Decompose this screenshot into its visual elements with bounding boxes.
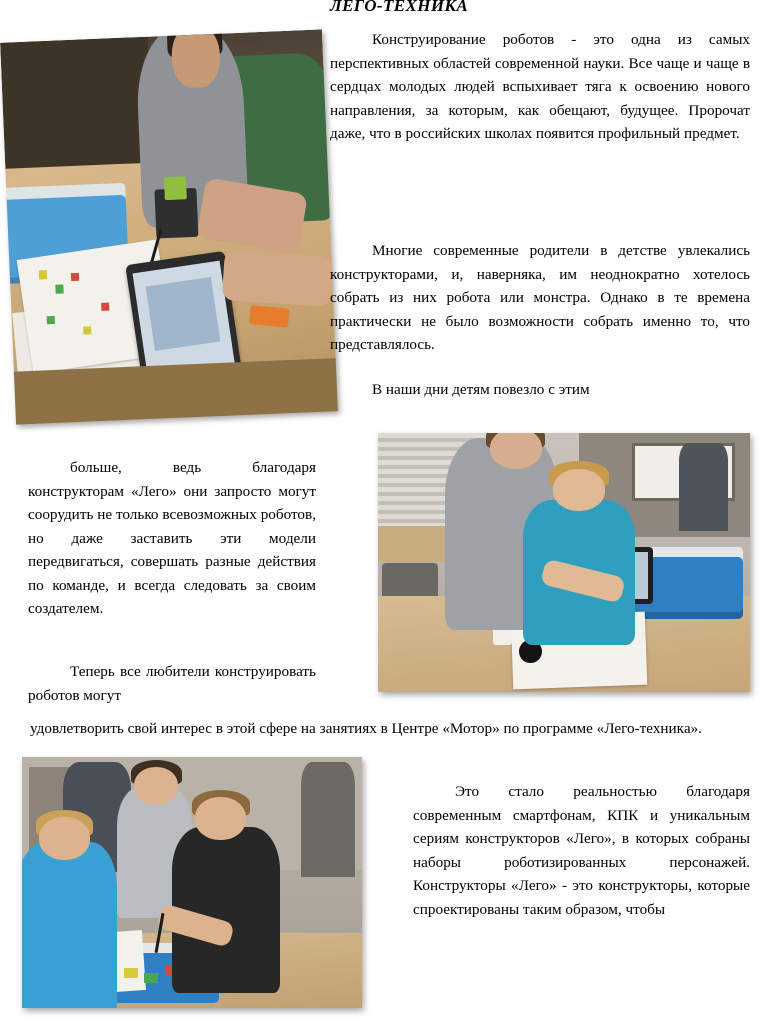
paragraph-1-text: Конструирование роботов - это одна из самых перспективных областей современной науки. Все чаще и чаще в сердцах молодых людей вспыхивает тяга к освоению нового направления, за которым, как обещают, будущее. Пророчат даже, что в российских школах появится профильный предмет.: [330, 31, 750, 143]
paragraph-6-text: удовлетворить свой интерес в этой сфере на занятиях в Центре «Мотор» по программе «Лего-техника».: [30, 720, 702, 737]
paragraph-2-text: Многие современные родители в детстве увлекались конструкторами, и, наверняка, им неоднократно хотелось собрать из них робота или монстра. Однако в те времена практически не было возможности собрать именно то, что представлялось.: [330, 242, 750, 354]
photo-lego-classroom-blue-tray-image: [378, 433, 750, 692]
paragraph-5-text: Теперь все любители конструировать роботов могут: [28, 663, 316, 704]
paragraph-5: [28, 660, 316, 707]
photo-lego-kids-workshop-image: [22, 757, 362, 1008]
illustration-kids-workshop: [22, 757, 362, 1008]
paragraph-6: [30, 717, 750, 741]
photo-lego-kids-workshop: [22, 757, 362, 1008]
photo-lego-classroom-blue-tray: [378, 433, 750, 692]
illustration-robotics-table: [0, 29, 338, 424]
paragraph-2: [330, 239, 750, 357]
paragraph-7: [413, 780, 750, 921]
paragraph-3: [330, 378, 750, 402]
page-title: ЛЕГО-ТЕХНИКА: [330, 0, 469, 15]
paragraph-4: [28, 456, 316, 621]
illustration-classroom-blue-tray: [378, 433, 750, 692]
paragraph-4-text: больше, ведь благодаря конструкторам «Лего» они запросто могут соорудить не только всевозможных роботов, но даже заставить эти модели передвигаться, совершать разные действия по команде, и всегда следовать за своим создателем.: [28, 459, 316, 618]
photo-lego-robotics-table-image: [0, 29, 338, 424]
paragraph-1: [330, 28, 750, 146]
photo-lego-robotics-table: [0, 29, 338, 424]
paragraph-3-text: В наши дни детям повезло с этим: [372, 381, 590, 398]
paragraph-7-text: Это стало реальностью благодаря современным смартфонам, КПК и уникальным сериям конструкторов «Лего», в которых собраны наборы роботизированных персонажей. Конструкторы «Лего» - это конструкторы, которые спроектированы таким образом, чтобы: [413, 783, 750, 918]
